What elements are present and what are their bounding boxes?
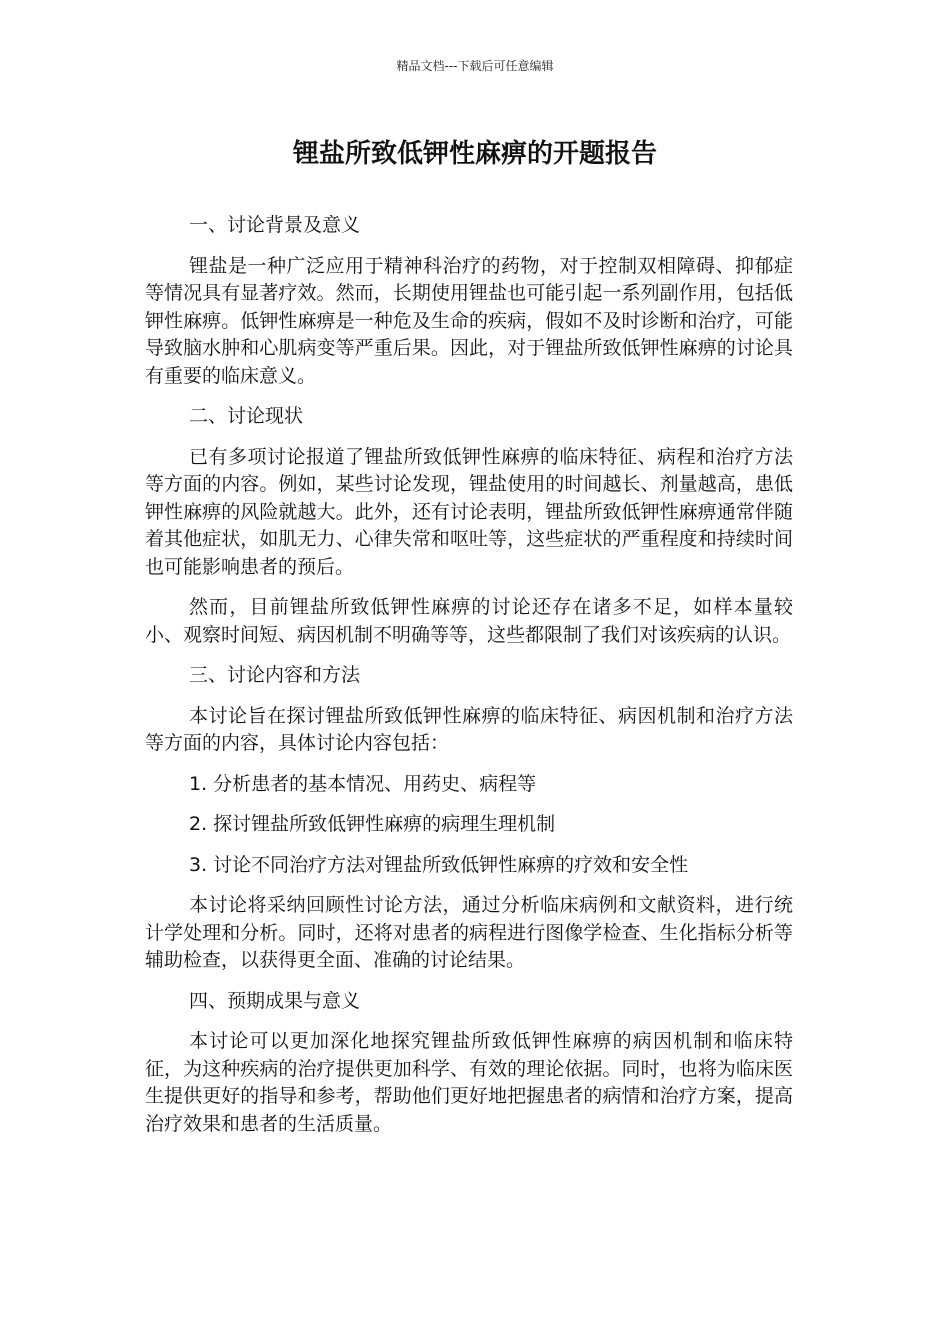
- header-note: 精品文档---下载后可任意编辑: [396, 59, 554, 73]
- paragraph-methods-intro: 本讨论旨在探讨锂盐所致低钾性麻痹的临床特征、病因机制和治疗方法等方面的内容，具体讨论内容包括：: [145, 704, 793, 754]
- paragraph-status-2: 然而，目前锂盐所致低钾性麻痹的讨论还存在诸多不足，如样本量较小、观察时间短、病因机制不明确等等，这些都限制了我们对该疾病的认识。: [145, 596, 793, 646]
- section-heading-methods: 三、讨论内容和方法: [189, 664, 361, 686]
- section-heading-background: 一、讨论背景及意义: [189, 214, 361, 236]
- section-heading-outcomes: 四、预期成果与意义: [189, 989, 361, 1012]
- paragraph-outcomes: 本讨论可以更加深化地探究锂盐所致低钾性麻痹的病因机制和临床特征，为这种疾病的治疗提供更加科学、有效的理论依据。同时，也将为临床医生提供更好的指导和参考，帮助他们更好地把握患者的病情和治疗方案，提高治疗效果和患者的生活质量。: [145, 1030, 793, 1135]
- paragraph-methods-approach: 本讨论将采纳回顾性讨论方法，通过分析临床病例和文献资料，进行统计学处理和分析。同时，还将对患者的病程进行图像学检查、生化指标分析等辅助检查，以获得更全面、准确的讨论结果。: [145, 894, 793, 971]
- paragraph-status-1: 已有多项讨论报道了锂盐所致低钾性麻痹的临床特征、病程和治疗方法等方面的内容。例如，某些讨论发现，锂盐使用的时间越长、剂量越高，患低钾性麻痹的风险就越大。此外，还有讨论表明，锂盐所致低钾性麻痹通常伴随着其他症状，如肌无力、心律失常和呕吐等，这些症状的严重程度和持续时间也可能影响患者的预后。: [145, 445, 793, 578]
- section-heading-status: 二、讨论现状: [189, 405, 304, 427]
- list-item-3: 3. 讨论不同治疗方法对锂盐所致低钾性麻痹的疗效和安全性: [189, 853, 689, 876]
- document-title: 锂盐所致低钾性麻痹的开题报告: [292, 139, 657, 169]
- list-item-1: 1. 分析患者的基本情况、用药史、病程等: [189, 772, 537, 795]
- list-item-2: 2. 探讨锂盐所致低钾性麻痹的病理生理机制: [189, 813, 556, 835]
- paragraph-background: 锂盐是一种广泛应用于精神科治疗的药物，对于控制双相障碍、抑郁症等情况具有显著疗效。然而，长期使用锂盐也可能引起一系列副作用，包括低钾性麻痹。低钾性麻痹是一种危及生命的疾病，假如不及时诊断和治疗，可能导致脑水肿和心肌病变等严重后果。因此，对于锂盐所致低钾性麻痹的讨论具有重要的临床意义。: [145, 254, 793, 387]
- document-body: [145, 212, 793, 1151]
